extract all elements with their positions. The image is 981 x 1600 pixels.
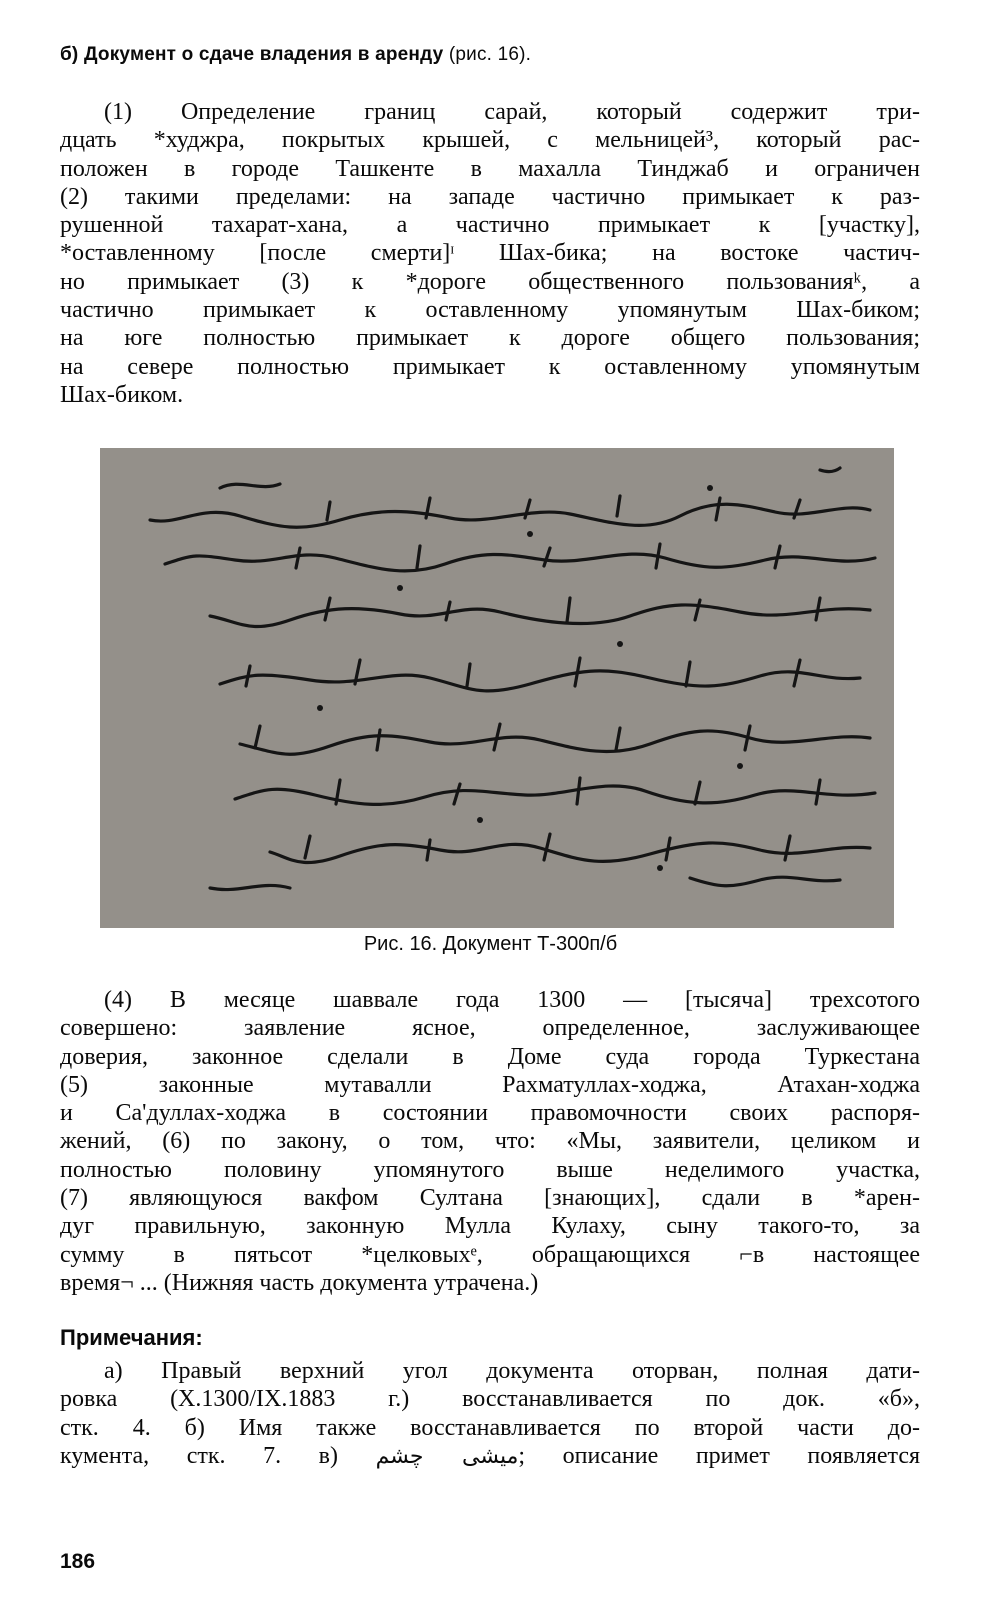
section-heading-title: б) Документ о сдаче владения в аренду (60, 44, 444, 65)
text-line: (7) являющуюся вакфом Султана [знающих], сдали в *арен- (60, 1185, 920, 1212)
text-line: жений, (6) по закону, о том, что: «Мы, заявители, целиком и (60, 1128, 920, 1155)
paragraph-lease-statement (60, 986, 920, 1297)
text-line: частично примыкает к оставленному упомянутым Шах-биком; (60, 297, 920, 324)
figure-caption: Рис. 16. Документ Т-300п/б (363, 933, 618, 955)
page-number: 186 (60, 1550, 96, 1573)
paragraph-boundaries (60, 98, 920, 409)
arabic-phrase: میشی چشم (375, 1443, 519, 1469)
manuscript-handwriting-image (100, 448, 894, 928)
text-line: дуᴦ правильную, законную Мулла Кулаху, сыну такого-то, за (60, 1213, 920, 1240)
text-line: рушенной тахарат-хана, а частично примыкает к [участку], (60, 212, 920, 239)
text-line: ровка (X.1300/IX.1883 г.) восстанавливается по док. «б», (60, 1386, 920, 1413)
text-line: сумму в пятьсот *целковыхᵉ, обращающихся ⌐в настоящее (60, 1241, 920, 1268)
text-line: доверия, законное сделали в Доме суда города Туркестана (60, 1043, 920, 1070)
text-line: *оставленному [после смерти]ᶦ Шах-бика; на востоке частич- (60, 240, 920, 267)
text-line: (4) В месяце шаввале года 1300 — [тысяча] трехсотого (104, 987, 920, 1013)
text-line: на юге полностью примыкает к дороге общего пользования; (60, 325, 920, 352)
text-line: кумента, стк. 7. в) میشی چشم; описание примет появляется (60, 1442, 921, 1469)
section-heading-figure-ref: (рис. 16). (448, 44, 532, 65)
text-line: но примыкает (3) к *дороге общественного пользованияᵏ, а (60, 268, 920, 295)
text-line: (2) такими пределами: на западе частично примыкает к раз- (60, 183, 920, 210)
text-line: на севере полностью примыкает к оставленному упомянутым (60, 353, 920, 380)
notes-paragraph (60, 1357, 920, 1471)
text-line: (5) законные мутавалли Рахматуллах-ходжа, Атахан-ходжа (60, 1071, 920, 1098)
text-line: полностью половину упомянутого выше неделимого участка, (60, 1156, 920, 1183)
text-line: стк. 4. б) Имя также восстанавливается по второй части до- (60, 1414, 920, 1441)
text-line: Шах-биком. (60, 381, 184, 408)
text-line: время¬ ... (Нижняя часть документа утрачена.) (60, 1269, 539, 1296)
text-line: дцать *худжра, покрытых крышей, с мельницей³, который рас- (60, 127, 920, 154)
text-line: и Са'дуллах-ходжа в состоянии правомочности своих распоря- (60, 1100, 920, 1127)
text-line: совершено: заявление ясное, определенное, заслуживающее (60, 1015, 920, 1042)
section-heading (60, 44, 531, 66)
text-line: а) Правый верхний угол документа оторван, полная дати- (104, 1358, 920, 1384)
text-line: (1) Определение границ сарай, который содержит три- (104, 99, 920, 125)
text-line: положен в городе Ташкенте в махалла Тинджаб и ограничен (60, 155, 920, 182)
manuscript-photo (100, 448, 894, 928)
notes-title: Примечания: (60, 1325, 203, 1350)
